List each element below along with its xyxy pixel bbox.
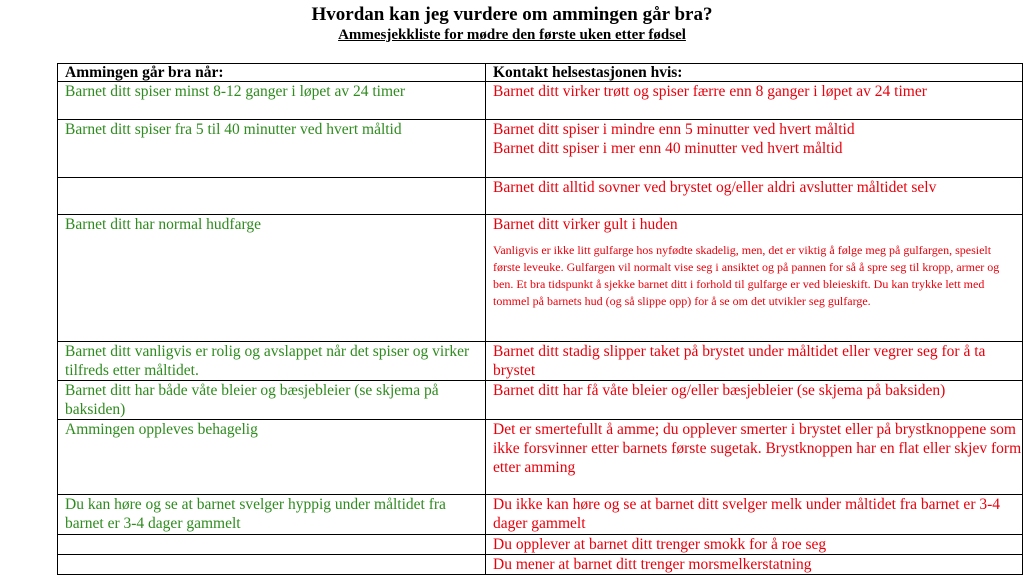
table-row <box>58 495 1023 535</box>
contact-cell <box>486 342 1023 381</box>
ok-cell <box>58 495 486 535</box>
table-row <box>58 535 1023 555</box>
contact-text: Barnet ditt alltid sovner ved brystet og/eller aldri avslutter måltidet selv <box>493 179 937 196</box>
ok-text: Du kan høre og se at barnet svelger hyppig under måltidet fra barnet er 3-4 dager gammelt <box>65 496 446 532</box>
contact-text: Du mener at barnet ditt trenger morsmelkerstatning <box>493 556 812 573</box>
contact-text: Du opplever at barnet ditt trenger smokk for å roe seg <box>493 536 827 553</box>
table-row <box>58 178 1023 215</box>
table-row <box>58 555 1023 575</box>
contact-text: Barnet ditt spiser i mer enn 40 minutter ved hvert måltid <box>493 140 843 157</box>
contact-text: Barnet ditt har få våte bleier og/eller bæsjebleier (se skjema på baksiden) <box>493 382 946 399</box>
contact-text: Du ikke kan høre og se at barnet ditt svelger melk under måltidet fra barnet er 3-4 dager gammelt <box>493 496 1001 532</box>
ok-text: Barnet ditt spiser fra 5 til 40 minutter ved hvert måltid <box>65 121 402 138</box>
ok-cell <box>58 381 486 420</box>
ok-text: Barnet ditt har både våte bleier og bæsjebleier (se skjema på baksiden) <box>65 382 439 418</box>
ok-cell <box>58 535 486 555</box>
ok-cell <box>58 120 486 178</box>
contact-cell <box>486 215 1023 342</box>
column-header-contact: Kontakt helsestasjonen hvis: <box>486 64 1023 82</box>
contact-text: Barnet ditt virker trøtt og spiser færre enn 8 ganger i løpet av 24 timer <box>493 83 927 100</box>
contact-cell <box>486 420 1023 495</box>
ok-text: Barnet ditt vanligvis er rolig og avslappet når det spiser og virker tilfreds etter måltidet. <box>65 343 470 379</box>
ok-cell <box>58 555 486 575</box>
contact-cell <box>486 495 1023 535</box>
contact-cell <box>486 555 1023 575</box>
table-row <box>58 215 1023 342</box>
table-row <box>58 420 1023 495</box>
contact-cell <box>486 178 1023 215</box>
ok-cell <box>58 420 486 495</box>
ok-text: Barnet ditt har normal hudfarge <box>65 216 261 233</box>
contact-text: Barnet ditt spiser i mindre enn 5 minutter ved hvert måltid <box>493 121 855 138</box>
contact-cell <box>486 82 1023 120</box>
jaundice-note: Vanligvis er ikke litt gulfarge hos nyfødte skadelig, men, det er viktig å følge meg på gulfargen, spesielt første leveuke. Gulfargen vil normalt vise seg i ansiktet og på pannen for så å spre seg til kropp, armer og ben. Et bra tidspunkt å sjekke barnet ditt i forhold til gulfarge er ved bleieskift. Du kan trykke lett med tommel på barnets hud (og så slippe opp) for å se om det utvikler seg gulfarge. <box>493 243 1000 308</box>
contact-cell <box>486 535 1023 555</box>
checklist-table <box>57 63 1023 575</box>
contact-text: Barnet ditt virker gult i huden <box>493 216 678 233</box>
column-header-ok: Ammingen går bra når: <box>58 64 486 82</box>
contact-cell <box>486 381 1023 420</box>
page-title: Hvordan kan jeg vurdere om ammingen går bra? <box>311 4 713 25</box>
table-row <box>58 381 1023 420</box>
table-row <box>58 120 1023 178</box>
ok-text: Ammingen oppleves behagelig <box>65 421 258 438</box>
ok-cell <box>58 82 486 120</box>
contact-text: Det er smertefullt å amme; du opplever smerter i brystet eller på brystknoppene som ikke forsvinner etter barnets første sugetak. Brystknoppen har en flat eller skjev form etter amming <box>493 421 1022 476</box>
contact-text: Barnet ditt stadig slipper taket på brystet under måltidet eller vegrer seg for å ta brystet <box>493 343 986 379</box>
page-subtitle: Ammesjekkliste for mødre den første uken etter fødsel <box>338 27 686 43</box>
table-row <box>58 82 1023 120</box>
contact-cell <box>486 120 1023 178</box>
ok-cell <box>58 342 486 381</box>
table-header-row <box>58 64 1023 82</box>
ok-cell <box>58 178 486 215</box>
ok-cell <box>58 215 486 342</box>
ok-text: Barnet ditt spiser minst 8-12 ganger i løpet av 24 timer <box>65 83 406 100</box>
table-row <box>58 342 1023 381</box>
